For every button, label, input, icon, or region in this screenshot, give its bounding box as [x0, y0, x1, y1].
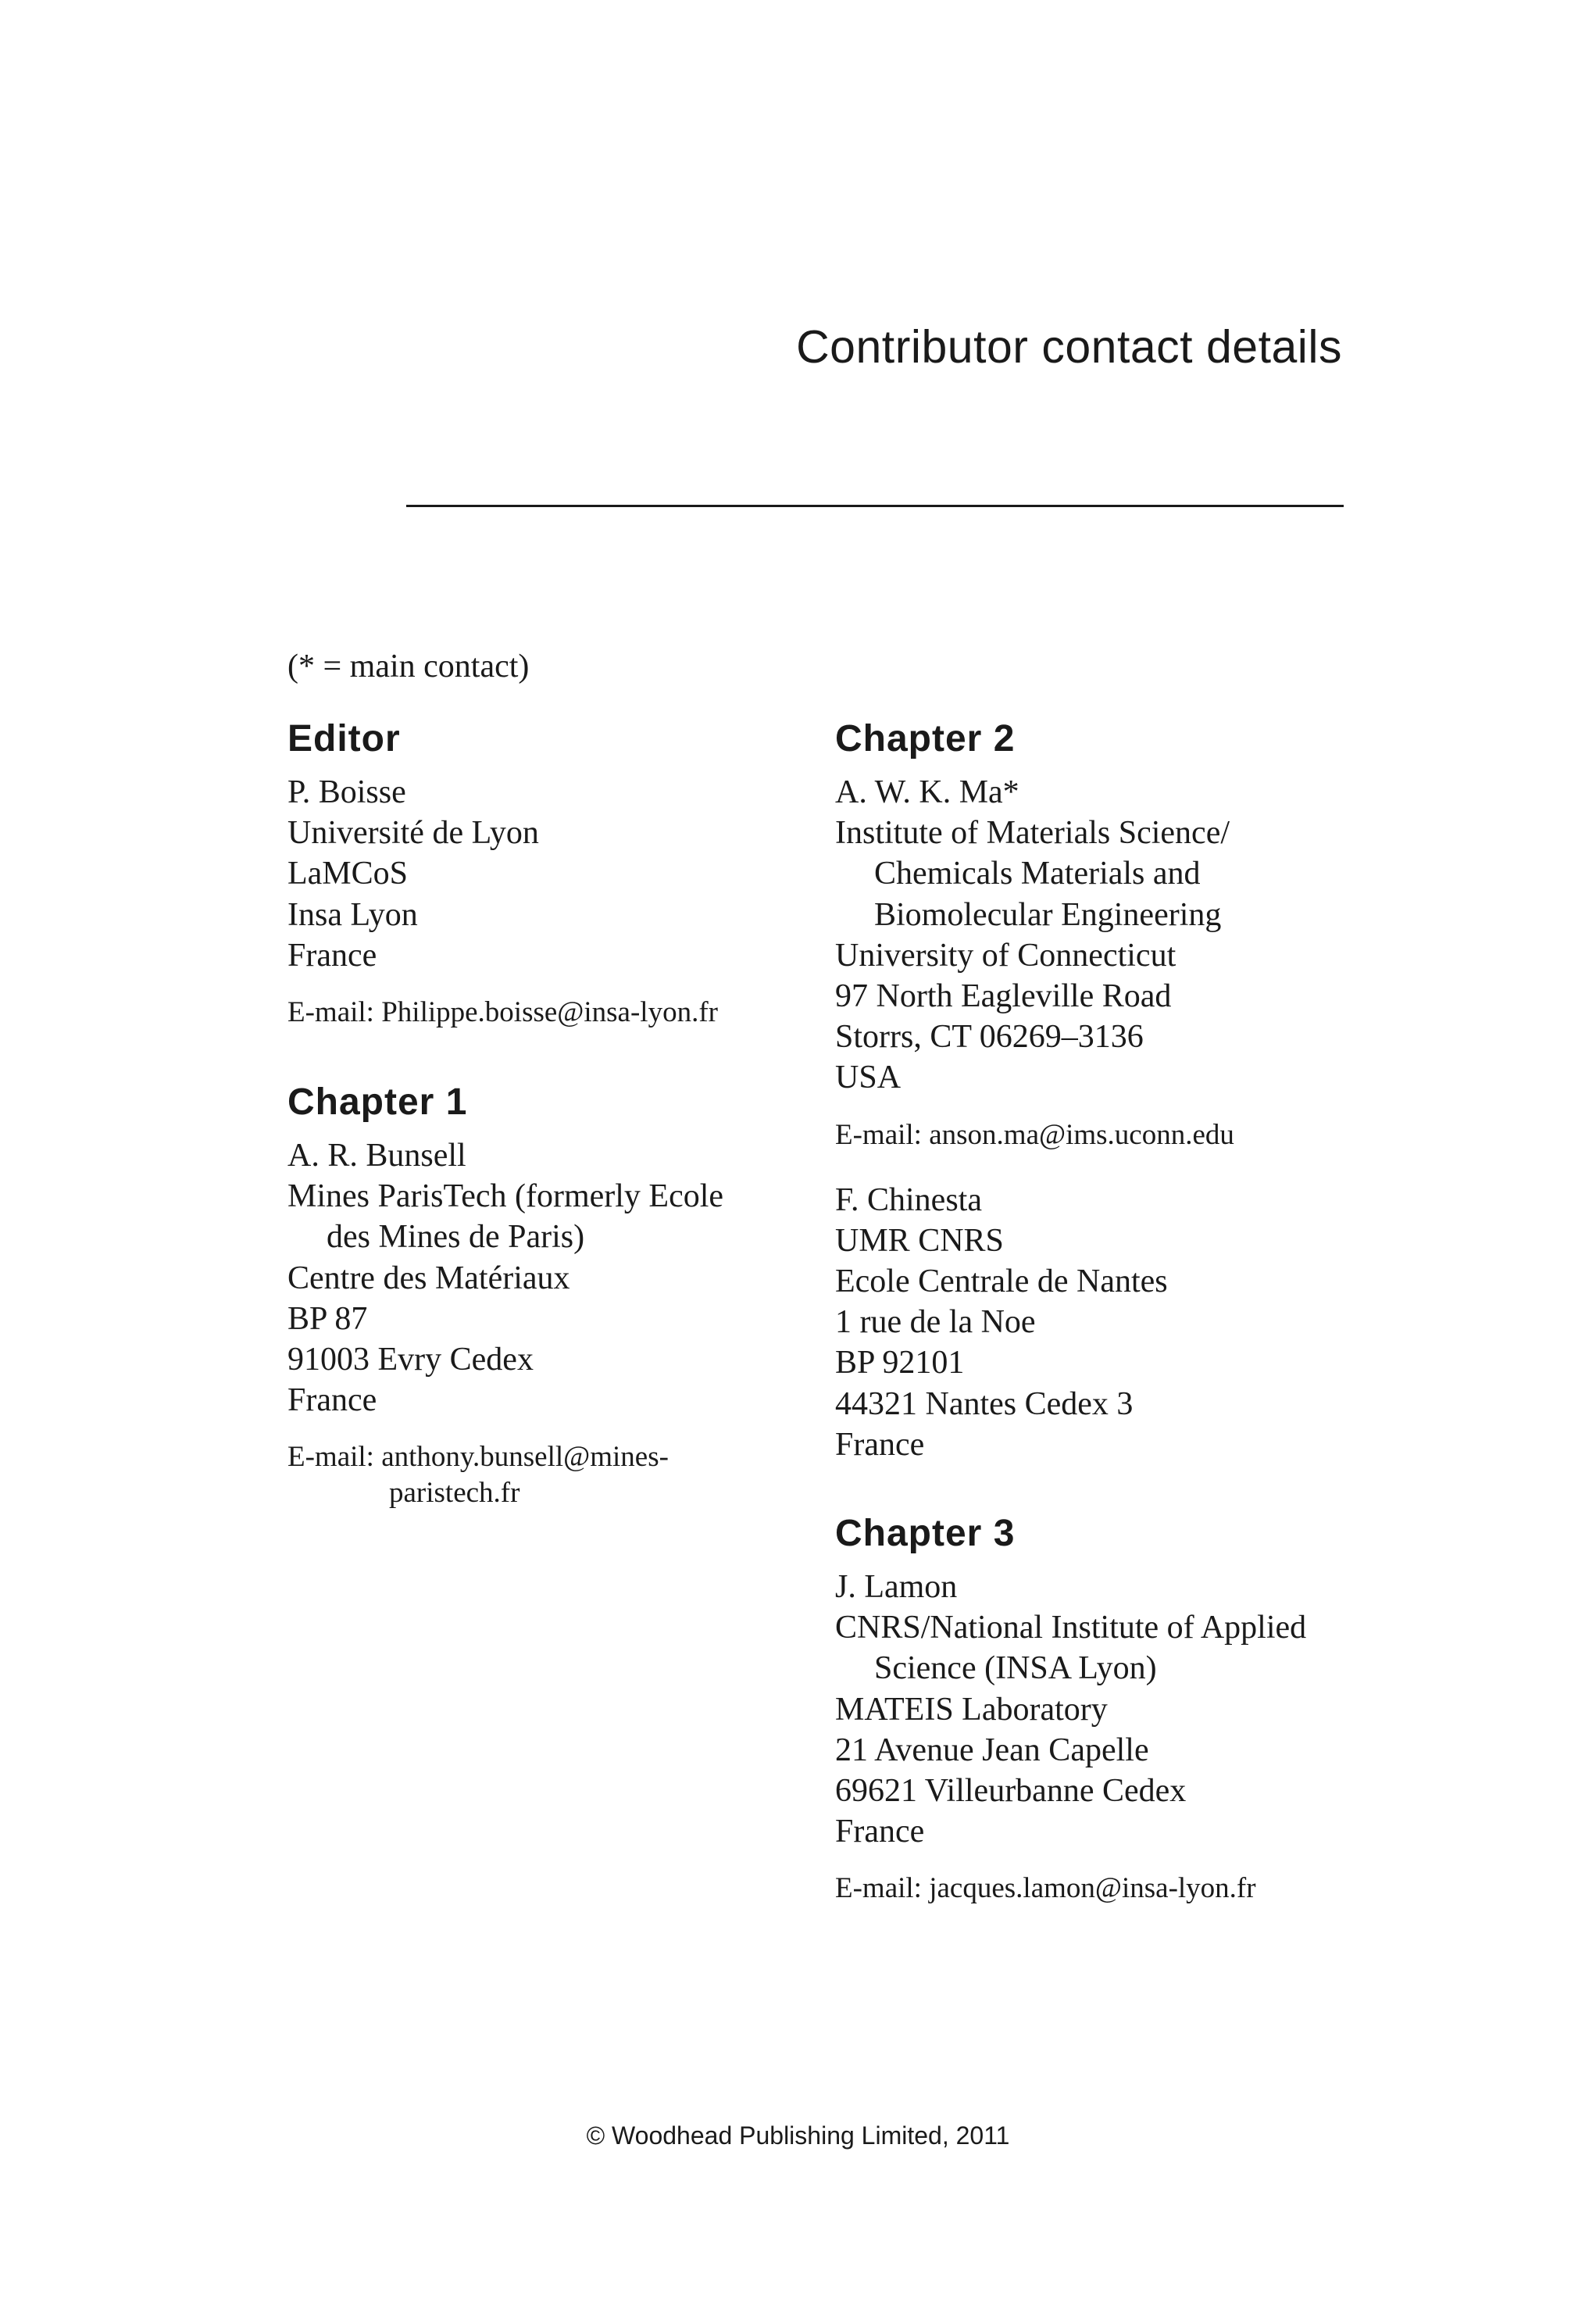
address-line: Biomolecular Engineering: [874, 896, 1222, 933]
title-rule: [406, 505, 1344, 507]
chapter1-email: [287, 1439, 803, 1475]
left-column: [287, 717, 803, 1511]
address-line: BP 92101: [835, 1345, 965, 1381]
email-label: E-mail:: [287, 996, 374, 1029]
address-line: 21 Avenue Jean Capelle: [835, 1732, 1149, 1768]
address-line: 97 North Eagleville Road: [835, 978, 1172, 1015]
contact-name: J. Lamon: [835, 1569, 958, 1606]
page-title: Contributor contact details: [796, 321, 1342, 373]
address-line: USA: [835, 1060, 902, 1096]
address-line: University of Connecticut: [835, 937, 1176, 974]
chapter2-email: [835, 1117, 1351, 1153]
editor-heading: Editor: [287, 718, 401, 759]
address-line: Chemicals Materials and: [874, 856, 1201, 892]
editor-email: [287, 995, 803, 1031]
address-line: France: [287, 1382, 377, 1419]
editor-section: [287, 717, 803, 1031]
chapter3-email: [835, 1871, 1351, 1907]
address-line: Mines ParisTech (formerly Ecole: [287, 1178, 724, 1215]
email-address-link[interactable]: Philippe.boisse@insa-lyon.fr: [381, 996, 718, 1029]
address-line: 69621 Villeurbanne Cedex: [835, 1773, 1187, 1810]
email-address-link[interactable]: anthony.bunsell@mines-: [381, 1441, 669, 1474]
address-line: 1 rue de la Noe: [835, 1304, 1036, 1341]
copyright-footer: © Woodhead Publishing Limited, 2011: [586, 2121, 1010, 2150]
address-line: 44321 Nantes Cedex 3: [835, 1385, 1134, 1422]
contact-name: A. W. K. Ma*: [835, 774, 1019, 810]
email-address-continued[interactable]: paristech.fr: [389, 1477, 520, 1510]
email-label: E-mail:: [835, 1118, 922, 1151]
address-line: UMR CNRS: [835, 1222, 1004, 1259]
chapter1-address: [287, 1135, 803, 1421]
chapter3-section: [835, 1512, 1351, 1907]
editor-address: [287, 772, 803, 976]
chapter2-contact2-address: [835, 1180, 1351, 1465]
address-line: BP 87: [287, 1300, 368, 1337]
address-line: Centre des Matériaux: [287, 1260, 570, 1296]
address-line: Institute of Materials Science/: [835, 815, 1230, 852]
chapter3-heading: Chapter 3: [835, 1513, 1016, 1555]
address-line: 91003 Evry Cedex: [287, 1342, 534, 1378]
chapter1-section: [287, 1081, 803, 1511]
address-line: Université de Lyon: [287, 815, 539, 852]
address-line: CNRS/National Institute of Applied: [835, 1610, 1307, 1646]
address-line: Ecole Centrale de Nantes: [835, 1263, 1168, 1300]
right-column: [835, 717, 1351, 1907]
address-line: France: [835, 1426, 925, 1463]
address-line: LaMCoS: [287, 856, 409, 892]
address-line: France: [287, 937, 377, 974]
email-address-link[interactable]: anson.ma@ims.uconn.edu: [929, 1118, 1234, 1151]
address-line: MATEIS Laboratory: [835, 1691, 1108, 1728]
address-line: France: [835, 1814, 925, 1850]
address-line: Storrs, CT 06269–3136: [835, 1019, 1144, 1056]
address-line: Insa Lyon: [287, 896, 418, 933]
main-contact-note: (* = main contact): [287, 649, 530, 684]
editor-name: P. Boisse: [287, 774, 406, 810]
chapter2-heading: Chapter 2: [835, 718, 1016, 759]
chapter1-heading: Chapter 1: [287, 1081, 468, 1124]
contact-name: A. R. Bunsell: [287, 1138, 466, 1174]
contact-name: F. Chinesta: [835, 1181, 982, 1218]
email-label: E-mail:: [287, 1441, 374, 1474]
chapter2-section: [835, 717, 1351, 1465]
chapter2-contact1-address: [835, 772, 1351, 1099]
address-line: des Mines de Paris): [327, 1219, 585, 1256]
email-label: E-mail:: [835, 1872, 922, 1905]
chapter3-address: [835, 1567, 1351, 1852]
email-address-link[interactable]: jacques.lamon@insa-lyon.fr: [929, 1872, 1256, 1905]
address-line: Science (INSA Lyon): [874, 1650, 1157, 1687]
